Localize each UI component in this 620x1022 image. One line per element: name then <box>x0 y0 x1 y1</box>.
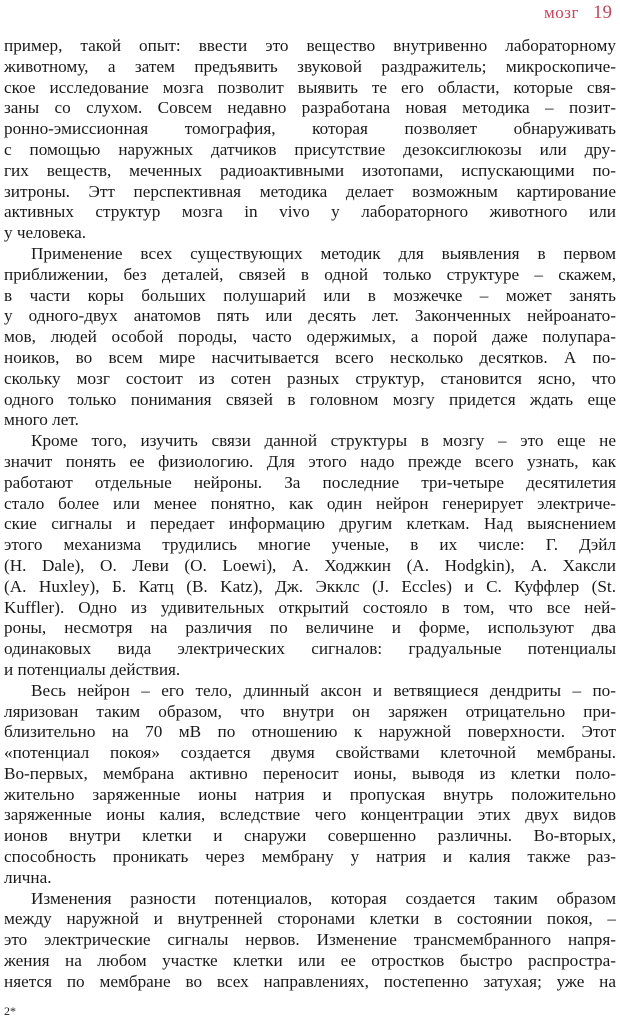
text-line: ноиков, во всем мире насчитывается всего несколько десятков. А по- <box>4 347 616 367</box>
running-title: мозг <box>544 3 579 22</box>
text-line: Во-первых, мембрана активно переносит ионы, выводя из клетки поло- <box>4 763 616 783</box>
text-line: с помощью наружных датчиков присутствие дезоксиглюкозы или дру- <box>4 139 616 159</box>
text-line: у человека. <box>4 223 86 243</box>
text-line: и потенциалы действия. <box>4 659 181 679</box>
text-line: ронно-эмиссионная томография, которая позволяет обнаруживать <box>4 119 616 139</box>
text-line: приближении, без деталей, связей в одной только структуре – скажем, <box>4 264 616 284</box>
paragraph <box>4 889 616 993</box>
paragraph <box>4 36 616 244</box>
text-line: между наружной и внутренней сторонами клетки в состоянии покоя, – <box>4 909 616 929</box>
running-header <box>544 2 612 24</box>
text-line: (A. Huxley), Б. Катц (B. Katz), Дж. Экклс (J. Eccles) и С. Куффлер (St. <box>4 576 616 596</box>
text-line: мов, людей особой породы, часто одержимых, а порой даже полупара- <box>4 327 616 347</box>
paragraph <box>4 244 616 431</box>
text-line: заряженные ионы калия, вследствие чего концентрации этих двух видов <box>4 805 616 825</box>
text-line: Изменения разности потенциалов, которая создается таким образом <box>31 888 616 908</box>
paragraph <box>4 681 616 889</box>
text-line: стало более или менее понятно, как один нейрон генерирует электриче- <box>4 493 616 513</box>
text-line: в части коры больших полушарий или в мозжечке – может занять <box>4 285 616 305</box>
text-line: Применение всех существующих методик для выявления в первом <box>31 243 616 263</box>
text-line: ионов внутри клетки и снаружи совершенно различны. Во-вторых, <box>4 826 616 846</box>
text-line: ские сигналы и передает информацию другим клеткам. Над выяснением <box>4 514 616 534</box>
text-line: ляризован таким образом, что внутри он заряжен отрицательно при- <box>4 701 616 721</box>
text-line: у одного-двух анатомов пять или десять лет. Законченных нейроанато- <box>4 306 616 326</box>
text-line: это электрические сигналы нервов. Изменение трансмембранного напря- <box>4 930 616 950</box>
text-line: одного только понимания связей в головном мозгу придется ждать еще <box>4 389 616 409</box>
text-line: Кроме того, изучить связи данной структуры в мозгу – это еще не <box>31 431 616 451</box>
paragraph <box>4 431 616 681</box>
text-line: одинаковых вида электрических сигналов: градуальные потенциалы <box>4 639 616 659</box>
text-line: Весь нейрон – его тело, длинный аксон и ветвящиеся дендриты – по- <box>31 680 616 700</box>
text-line: гих веществ, меченных радиоактивными изотопами, испускающими по- <box>4 160 616 180</box>
text-line: заны со слухом. Совсем недавно разработана новая методика – позит- <box>4 98 616 118</box>
text-line: лична. <box>4 867 52 887</box>
text-line: Kuffler). Одно из удивительных открытий состояло в том, что все ней- <box>4 597 616 617</box>
text-line: животному, а затем предъявить звуковой раздражитель; микроскопиче- <box>4 56 616 76</box>
text-line: зитроны. Этт перспективная методика делает возможным картирование <box>4 181 616 201</box>
text-line: ское исследование мозга позволит выявить те его области, которые свя- <box>4 77 616 97</box>
text-line: работают отдельные нейроны. За последние три-четыре десятилетия <box>4 472 616 492</box>
text-line: «потенциал покоя» создается двумя свойствами клеточной мембраны. <box>4 743 616 763</box>
text-line: много лет. <box>4 410 79 430</box>
text-line: роны, несмотря на различия по величине и форме, используют два <box>4 618 616 638</box>
text-line: активных структур мозга in vivo у лабораторного животного или <box>4 202 616 222</box>
text-line: (H. Dale), О. Леви (O. Loewi), А. Ходжкин (A. Hodgkin), А. Хаксли <box>4 555 616 575</box>
text-line: жения на любом участке клетки или ее отростков быстро распростра- <box>4 951 616 971</box>
text-line: способность проникать через мембрану у натрия и калия также раз- <box>4 847 616 867</box>
body-text <box>4 36 616 993</box>
text-line: этого механизма трудились многие ученые, в их числе: Г. Дэйл <box>4 535 616 555</box>
text-line: няется по мембране во всех направлениях, постепенно затухая; уже на <box>4 971 616 991</box>
page-number: 19 <box>593 2 612 23</box>
text-line: жительно заряженные ионы натрия и пропуская внутрь положительно <box>4 784 616 804</box>
text-line: близительно на 70 мВ по отношению к наружной поверхности. Этот <box>4 722 616 742</box>
signature-mark: 2* <box>4 1004 16 1018</box>
text-line: скольку мозг состоит из сотен разных структур, становится ясно, что <box>4 368 616 388</box>
text-line: пример, такой опыт: ввести это вещество внутривенно лабораторному <box>4 36 616 55</box>
text-line: значит понять ее физиологию. Для этого надо прежде всего узнать, как <box>4 451 616 471</box>
